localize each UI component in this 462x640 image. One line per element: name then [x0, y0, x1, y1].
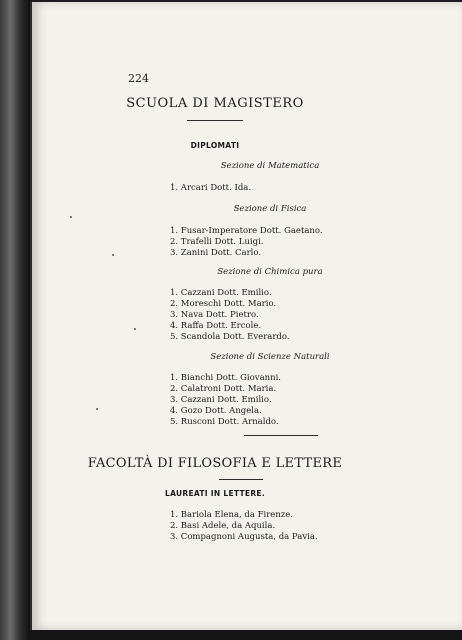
list-item: 5. Scandola Dott. Everardo. [170, 332, 290, 342]
section-heading: Sezione di Chimica pura [217, 267, 323, 277]
title-rule [219, 479, 263, 480]
scan-bottom-edge [30, 630, 462, 640]
section-heading: Sezione di Matematica [220, 161, 320, 171]
section-divider [244, 435, 318, 436]
faculty-subtitle: LAUREATI IN LETTERE. [165, 489, 265, 498]
list-item: 3. Zanini Dott. Carlo. [170, 248, 262, 258]
faculty-title: FACOLTÀ DI FILOSOFIA E LETTERE [87, 456, 343, 471]
list-item: 1. Fusar-Imperatore Dott. Gaetano. [170, 226, 323, 236]
paper-speck [112, 254, 114, 256]
paper-speck [70, 216, 72, 218]
list-item: 2. Moreschi Dott. Mario. [170, 299, 277, 309]
list-item: 5. Rusconi Dott. Arnaldo. [170, 417, 279, 427]
list-item: 1. Bariola Elena, da Firenze. [170, 510, 294, 520]
title-rule [187, 120, 243, 121]
list-item: 3. Nava Dott. Pietro. [170, 310, 259, 320]
list-item: 1. Arcari Dott. Ida. [170, 183, 252, 193]
list-item: 3. Compagnoni Augusta, da Pavia. [170, 532, 318, 542]
list-item: 1. Cazzani Dott. Emilio. [170, 288, 272, 298]
list-item: 3. Cazzani Dott. Emilio. [170, 395, 272, 405]
list-item: 4. Gozo Dott. Angela. [170, 406, 262, 416]
list-item: 4. Raffa Dott. Ercole. [170, 321, 262, 331]
book-spine-edge [0, 0, 30, 640]
list-item: 1. Bianchi Dott. Giovanni. [170, 373, 282, 383]
list-item: 2. Trafelli Dott. Luigi. [170, 237, 264, 247]
section-heading: Sezione di Scienze Naturali [210, 352, 330, 362]
paper-speck [134, 328, 136, 330]
list-item: 2. Calatroni Dott. Maria. [170, 384, 277, 394]
paper-speck [96, 408, 98, 410]
page-number: 224 [128, 72, 149, 85]
section-heading: Sezione di Fisica [233, 204, 307, 214]
list-item: 2. Basi Adele, da Aquila. [170, 521, 276, 531]
school-title: SCUOLA DI MAGISTERO [126, 96, 304, 111]
school-subtitle: DIPLOMATI [190, 141, 240, 150]
